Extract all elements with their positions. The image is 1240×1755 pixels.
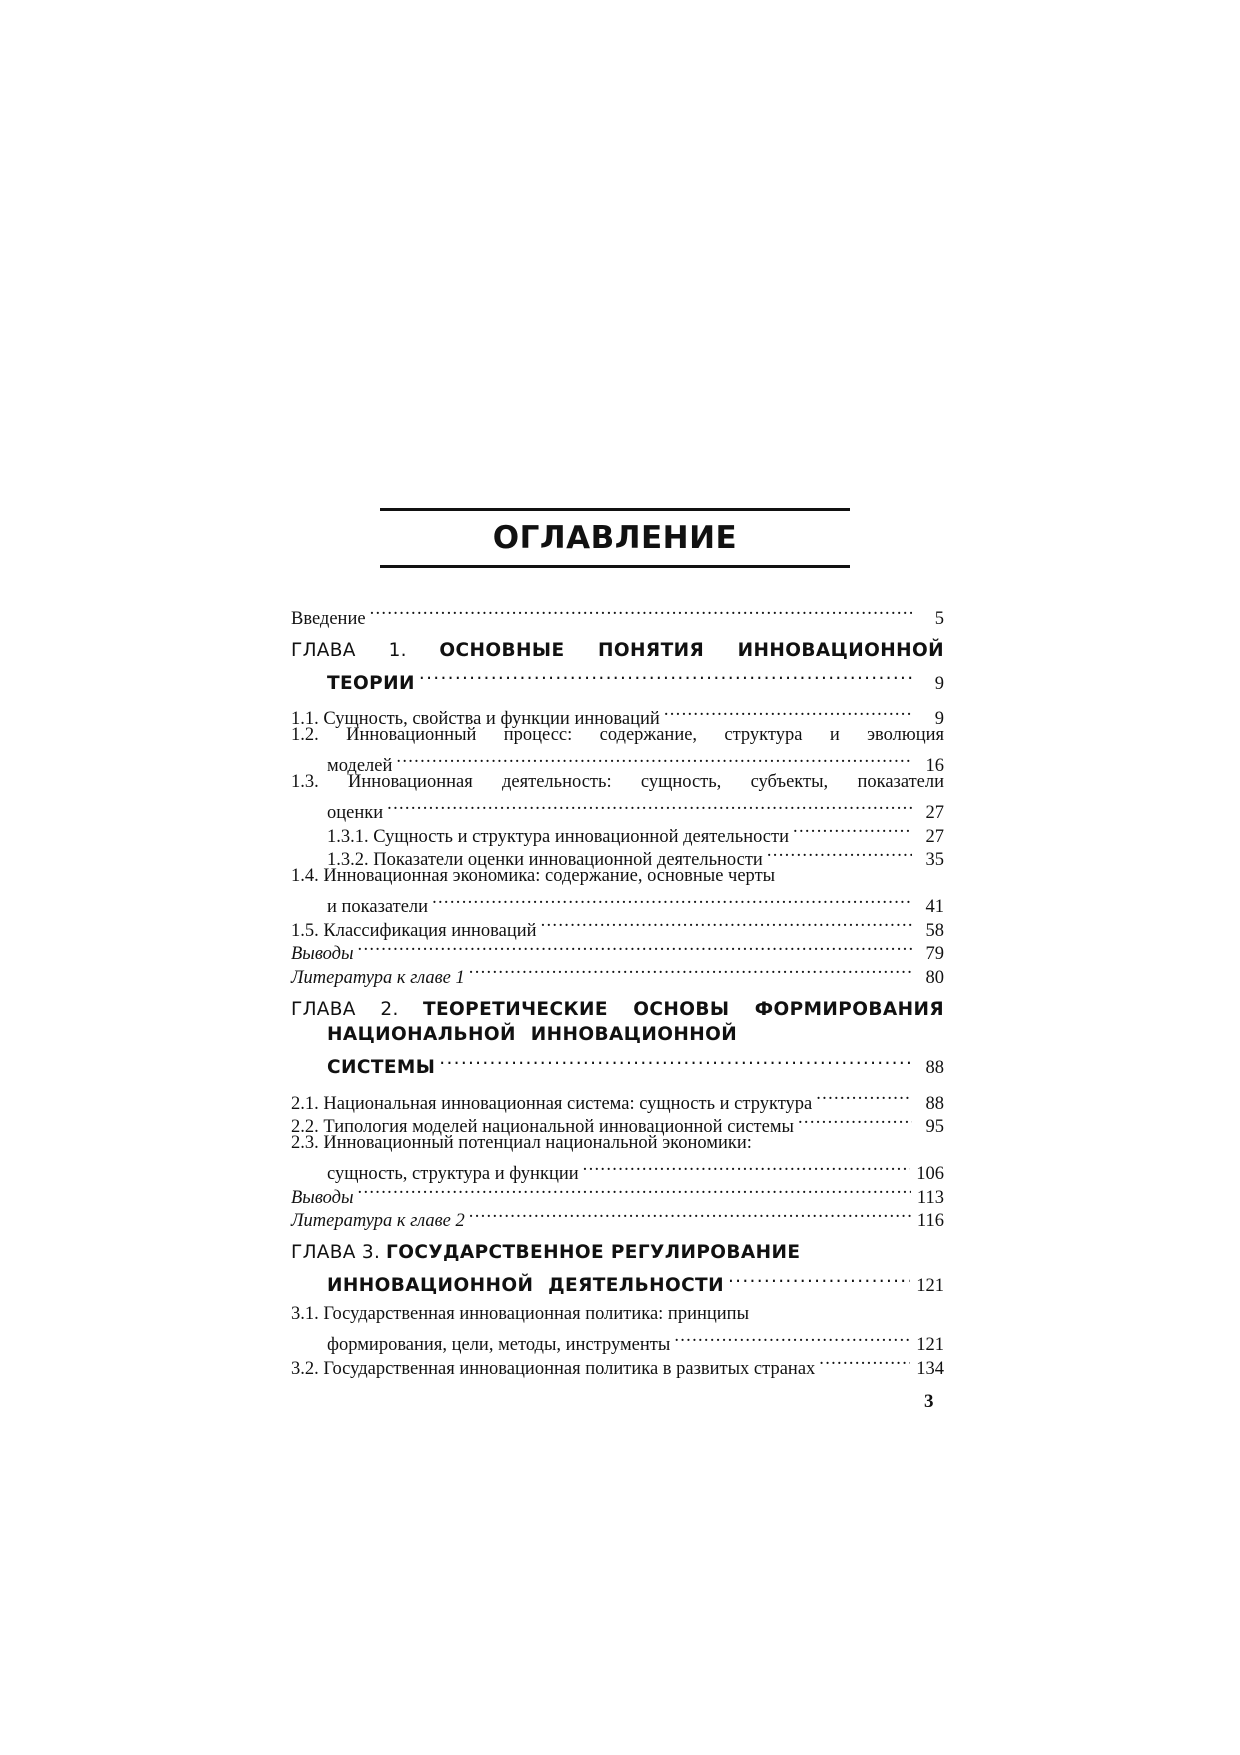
chapter-2-heading[interactable] xyxy=(291,997,944,1078)
title-top-rule xyxy=(380,508,850,511)
toc-entry-intro[interactable] xyxy=(291,600,944,629)
dot-leader xyxy=(798,1109,912,1133)
toc-page-number: 9 xyxy=(934,709,944,729)
chapter-title: ГОСУДАРСТВЕННОЕ РЕГУЛИРОВАНИЕ xyxy=(386,1242,801,1263)
dot-leader xyxy=(583,1156,911,1180)
toc-page-number: 9 xyxy=(934,673,944,694)
dot-leader xyxy=(370,600,912,624)
toc-entry-3-1[interactable]: 3.1. Государственная инновационная политика: принципы формирования, цели, методы, инструменты ..... 121 xyxy=(291,1303,944,1350)
toc-page-number: 88 xyxy=(925,1058,944,1078)
toc-page-number: 95 xyxy=(925,1117,944,1137)
chapter-title: НАЦИОНАЛЬНОЙ ИННОВАЦИОННОЙ xyxy=(327,1024,738,1045)
chapter-1-heading[interactable] xyxy=(291,638,944,694)
toc-entry-1-3[interactable]: 1.3. Инновационная деятельность: сущность, субъекты, показатели оценки ..... 27 xyxy=(291,771,944,818)
toc-page-number: 116 xyxy=(916,1211,944,1231)
dot-leader xyxy=(816,1085,912,1109)
title-bottom-rule xyxy=(380,565,850,568)
toc-page-number: 79 xyxy=(925,944,944,964)
toc-entry-literature-1[interactable]: Литература к главе 1 ..... 80 xyxy=(291,959,944,983)
toc-page-number: 35 xyxy=(925,850,944,870)
dot-leader xyxy=(819,1350,910,1374)
toc-page-number: 27 xyxy=(925,803,944,823)
toc-entry-2-3[interactable]: 2.3. Инновационный потенциал национальной экономики: сущность, структура и функции ..... 106 xyxy=(291,1132,944,1179)
toc-page-number: 134 xyxy=(916,1358,944,1379)
chapter-title: ТЕОРЕТИЧЕСКИЕ ОСНОВЫ ФОРМИРОВАНИЯ xyxy=(423,998,944,1020)
toc-page-number: 16 xyxy=(925,756,944,776)
table-of-contents xyxy=(291,600,944,1379)
chapter-label: ГЛАВА 1. xyxy=(291,639,407,661)
page-title: ОГЛАВЛЕНИЕ xyxy=(492,520,738,556)
dot-leader xyxy=(793,818,912,842)
dot-leader xyxy=(358,1179,911,1203)
toc-entry-1-4[interactable]: 1.4. Инновационная экономика: содержание, основные черты и показатели ..... 41 xyxy=(291,865,944,912)
toc-page-number: 58 xyxy=(925,920,944,941)
dot-leader xyxy=(728,1266,910,1292)
dot-leader xyxy=(396,748,912,772)
toc-page-number: 113 xyxy=(916,1187,944,1208)
dot-leader xyxy=(469,959,912,983)
toc-entry-3-2[interactable]: 3.2. Государственная инновационная политика в развитых странах ..... 134 xyxy=(291,1350,944,1374)
dot-leader xyxy=(439,1048,912,1074)
dot-leader xyxy=(664,701,912,725)
toc-entry-1-3-1[interactable]: 1.3.1. Сущность и структура инновационной деятельности ..... 27 xyxy=(291,818,944,842)
page-number: 3 xyxy=(924,1391,934,1412)
chapter-label: ГЛАВА 2. xyxy=(291,998,399,1020)
dot-leader xyxy=(469,1203,911,1227)
toc-entry-conclusions-1[interactable]: Выводы ..... 79 xyxy=(291,936,944,960)
toc-entry-literature-2[interactable]: Литература к главе 2 ..... 116 xyxy=(291,1203,944,1227)
toc-entry-2-2[interactable]: 2.2. Типология моделей национальной инновационной системы ..... 95 xyxy=(291,1109,944,1133)
chapter-title: ТЕОРИИ xyxy=(327,672,415,694)
toc-page-number: 27 xyxy=(925,826,944,847)
toc-page-number: 88 xyxy=(925,1093,944,1114)
toc-entry-2-1[interactable]: 2.1. Национальная инновационная система: сущность и структура ..... 88 xyxy=(291,1085,944,1109)
chapter-label: ГЛАВА 3. xyxy=(291,1242,381,1263)
dot-leader xyxy=(387,795,912,819)
dot-leader xyxy=(767,842,912,866)
toc-entry-1-5[interactable]: 1.5. Классификация инноваций ..... 58 xyxy=(291,912,944,936)
dot-leader xyxy=(432,889,912,913)
chapter-title: ОСНОВНЫЕ ПОНЯТИЯ ИННОВАЦИОННОЙ xyxy=(439,639,944,661)
toc-entry-label: Введение xyxy=(291,608,366,629)
dot-leader xyxy=(358,936,912,960)
dot-leader xyxy=(541,912,912,936)
toc-entry-conclusions-2[interactable]: Выводы ..... 113 xyxy=(291,1179,944,1203)
chapter-title: ИННОВАЦИОННОЙ ДЕЯТЕЛЬНОСТИ xyxy=(327,1275,724,1296)
toc-page-number: 121 xyxy=(916,1276,944,1296)
dot-leader xyxy=(674,1327,910,1351)
toc-entry-1-1[interactable]: 1.1. Сущность, свойства и функции инноваций ..... 9 xyxy=(291,701,944,725)
chapter-title: СИСТЕМЫ xyxy=(327,1057,436,1078)
toc-entry-1-2[interactable]: 1.2. Инновационный процесс: содержание, структура и эволюция моделей ..... 16 xyxy=(291,724,944,771)
toc-page-number: 80 xyxy=(925,967,944,988)
toc-entry-1-3-2[interactable]: 1.3.2. Показатели оценки инновационной деятельности ..... 35 xyxy=(291,842,944,866)
toc-page-number: 41 xyxy=(925,897,944,917)
dot-leader xyxy=(419,663,912,689)
chapter-3-heading[interactable] xyxy=(291,1240,944,1296)
toc-page-number: 5 xyxy=(934,608,944,629)
toc-page-number: 106 xyxy=(916,1164,944,1184)
toc-page-number: 121 xyxy=(916,1335,944,1355)
